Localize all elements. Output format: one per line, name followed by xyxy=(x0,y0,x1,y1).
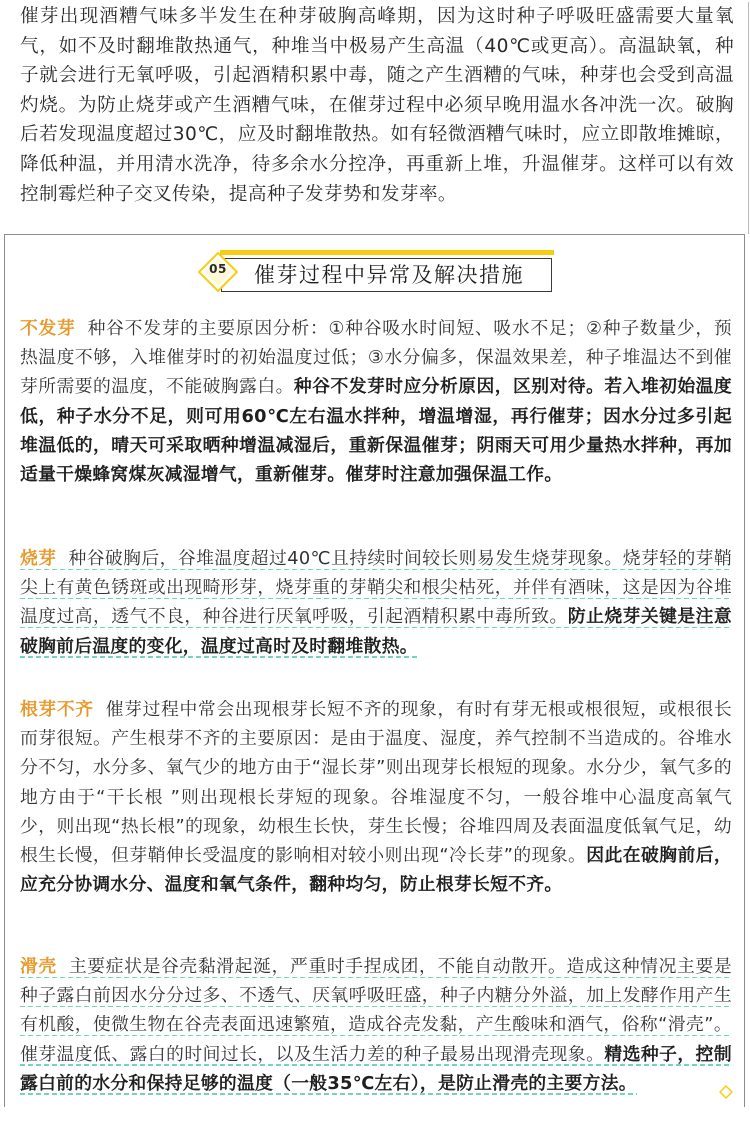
heading-title: 催芽过程中异常及解决措施 xyxy=(254,263,524,287)
section-text: 种谷破胸后，谷堆温度超过40℃且持续时间较长则易发生烧芽现象。烧芽轻的芽鞘尖上有黄色锈斑或出现畸形芽，烧芽重的芽鞘尖和根尖枯死，并伴有酒味，这是因为谷堆温度过高，透气不良，种谷进行厌氧呼吸，引起酒精积累中毒所致。 xyxy=(20,548,732,628)
section-text: 主要症状是谷壳黏滑起涎，严重时手捏成团，不能自动散开。造成这种情况主要是种子露白前因水分分过多、不透气、厌氧呼吸旺盛，种子内糖分外溢，加上发酵作用产生有机酸，使微生物在谷壳表面迅速繁殖，造成谷壳发黏，产生酸味和酒气，俗称“滑壳”。催芽温度低、露白的时间过长，以及生活力差的种子最易出现滑壳现象。 xyxy=(20,956,732,1065)
section-bold-text: 种谷不发芽时应分析原因，区别对待。若入堆初始温度低，种子水分不足，则可用60℃左右温水拌种，增温增湿，再行催芽；因水分过多引起堆温低的，晴天可采取晒种增温减湿后，重新保温催芽；阴雨天可用少量热水拌种，再加适量干燥蜂窝煤灰减湿增气，重新催芽。催芽时注意加强保温工作。 xyxy=(20,376,732,486)
section-label: 根芽不齐 xyxy=(20,699,94,720)
corner-diamond-icon xyxy=(719,1085,733,1099)
section-bold-text: 防止烧芽关键是注意破胸前后温度的变化，温度过高时及时翻堆散热。 xyxy=(20,606,732,657)
section-slippery-husk xyxy=(20,952,732,1098)
section-heading xyxy=(196,250,560,294)
intro-paragraph xyxy=(20,2,734,209)
heading-number: 05 xyxy=(209,262,227,276)
section-label: 烧芽 xyxy=(20,548,57,569)
section-uneven-root-sprout xyxy=(20,695,732,899)
section-label: 滑壳 xyxy=(20,956,57,977)
section-text: 催芽过程中常会出现根芽长短不齐的现象，有时有芽无根或根很短，或根很长而芽很短。产生根芽不齐的主要原因：是由于温度、湿度，养气控制不当造成的。谷堆水分不匀，水分多、氧气少的地方由于“湿长芽”则出现芽长根短的现象。水分少，氧气多的地方由于“干长根 ”则出现根长芽短的现象。谷堆湿度不匀，一般谷堆中心温度高氧气少，则出现“热长根”的现象，幼根生长快，芽生长慢；谷堆四周及表面温度低氧气足，幼根生长慢，但芽鞘伸长受温度的影响相对较小则出现“冷长芽”的现象。 xyxy=(20,699,733,867)
divider xyxy=(748,2,749,234)
heading-accent-bar xyxy=(220,250,554,255)
section-burnt-sprout xyxy=(20,544,732,661)
intro-text: 催芽出现酒糟气味多半发生在种芽破胸高峰期，因为这时种子呼吸旺盛需要大量氧气，如不及时翻堆散热通气，种堆当中极易产生高温（40℃或更高）。高温缺氧，种子就会进行无氧呼吸，引起酒精积累中毒，随之产生酒糟的气味，种芽也会受到高温灼烧。为防止烧芽或产生酒糟气味，在催芽过程中必须早晚用温水各冲洗一次。破胸后若发现温度超过30℃，应及时翻堆散热。如有轻微酒糟气味时，应立即散堆摊晾，降低种温，并用清水洗净，待多余水分控净，再重新上堆，升温催芽。这样可以有效控制霉烂种子交叉传染，提高种子发芽势和发芽率。 xyxy=(20,6,734,205)
section-no-germination xyxy=(20,314,732,489)
section-bold-text: 精选种子，控制露白前的水分和保持足够的温度（一般35℃左右），是防止滑壳的主要方法。 xyxy=(20,1043,732,1094)
section-text: 种谷不发芽的主要原因分析：①种谷吸水时间短、吸水不足；②种子数量少，预热温度不够，入堆催芽时的初始温度过低；③水分偏多，保温效果差，种子堆温达不到催芽所需要的温度，不能破胸露白。 xyxy=(20,318,732,398)
section-label: 不发芽 xyxy=(20,318,76,339)
section-bold-text: 因此在破胸前后，应充分协调水分、温度和氧气条件，翻种均匀，防止根芽长短不齐。 xyxy=(20,845,733,896)
